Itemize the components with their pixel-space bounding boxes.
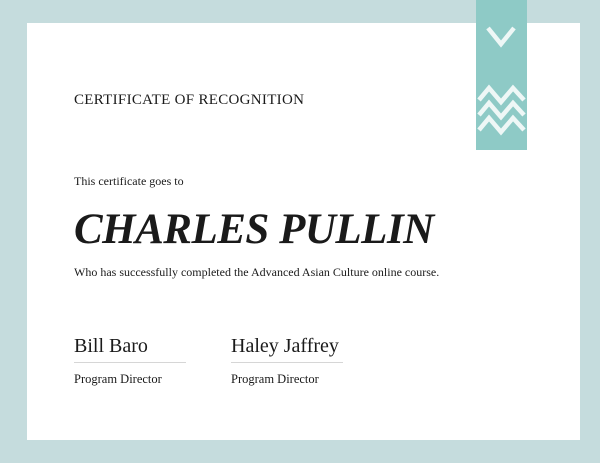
recipient-name: CHARLES PULLIN [74,206,434,253]
intro-text: This certificate goes to [74,174,184,188]
signatory-title: Program Director [231,372,319,386]
signatory-name: Bill Baro [74,333,186,363]
signature-block [231,333,343,387]
ribbon-bookmark [476,0,527,150]
signatory-name: Haley Jaffrey [231,333,343,363]
certificate-heading: CERTIFICATE OF RECOGNITION [74,92,305,108]
completion-text: Who has successfully completed the Advanced Asian Culture online course. [74,265,440,279]
chevron-pattern-icon [476,0,527,150]
signatory-title: Program Director [74,372,162,386]
signature-block [74,333,186,387]
